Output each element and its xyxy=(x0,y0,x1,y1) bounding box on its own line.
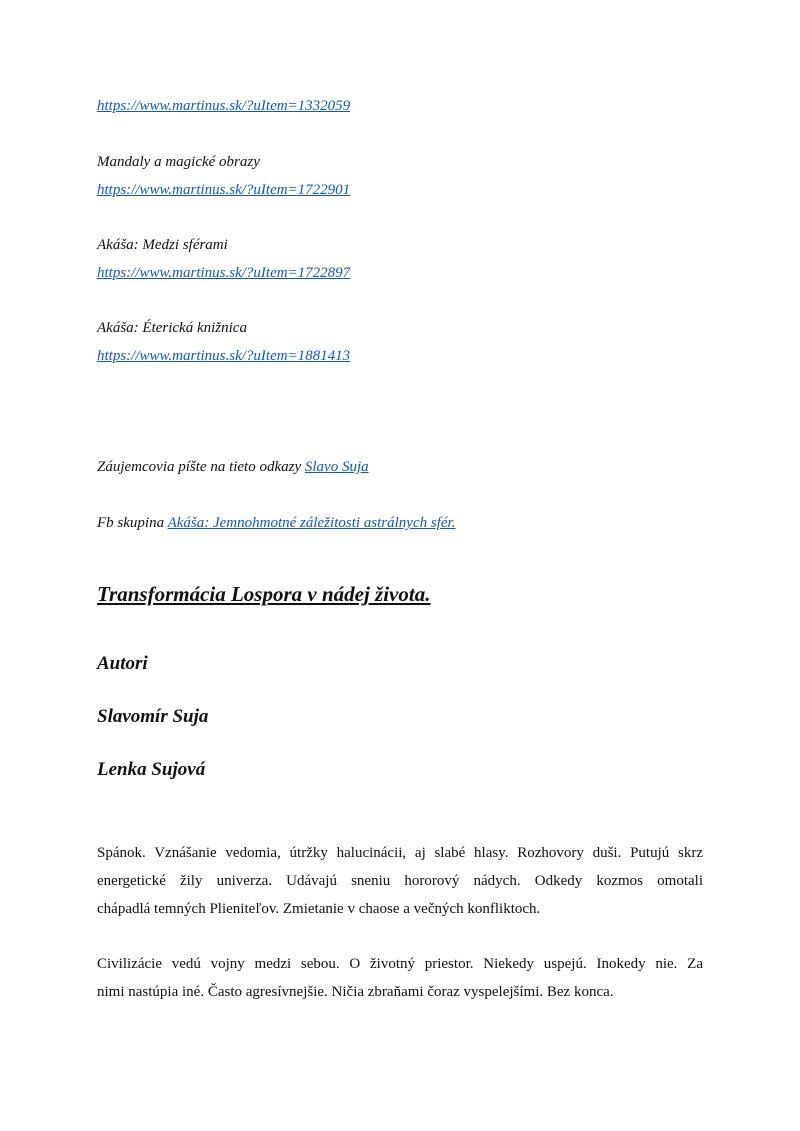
book-title-4: Akáša: Éterická knižnica xyxy=(97,320,247,336)
contact-text: Záujemcovia píšte na tieto odkazy xyxy=(97,459,305,475)
book-link-4[interactable]: https://www.martinus.sk/?uItem=1881413 xyxy=(97,348,351,364)
link-entry-2 xyxy=(97,180,350,200)
paragraph-line: chápadlá temných Plieniteľov. Zmietanie v chaose a večných konfliktoch. xyxy=(97,901,541,917)
link-entry-4 xyxy=(97,346,350,366)
book-link-2[interactable]: https://www.martinus.sk/?uItem=1722901 xyxy=(97,182,351,198)
book-title-3: Akáša: Medzi sférami xyxy=(97,237,228,253)
link-entry-1 xyxy=(97,96,350,116)
book-title-2: Mandaly a magické obrazy xyxy=(97,154,260,170)
fb-group-line xyxy=(97,513,455,533)
author-name-2: Lenka Sujová xyxy=(97,759,206,780)
paragraph-line: Civilizácie vedú vojny medzi sebou. O životný priestor. Niekedy uspejú. Inokedy nie. Za xyxy=(97,956,703,972)
author-name-1: Slavomír Suja xyxy=(97,706,209,727)
fb-group-link[interactable]: Akáša: Jemnohmotné záležitosti astrálnych sfér. xyxy=(167,515,456,531)
paragraph-line: nimi nastúpia iné. Často agresívnejšie. Ničia zbraňami čoraz vyspelejšími. Bez konca. xyxy=(97,984,614,1000)
book-link-1[interactable]: https://www.martinus.sk/?uItem=1332059 xyxy=(97,98,351,114)
contact-line xyxy=(97,457,369,477)
link-entry-3 xyxy=(97,263,350,283)
story-title: Transformácia Lospora v nádej života. xyxy=(97,582,431,606)
story-paragraph-2 xyxy=(97,950,703,1006)
contact-link[interactable]: Slavo Suja xyxy=(304,459,369,475)
fb-group-text: Fb skupina xyxy=(97,515,168,531)
story-paragraph-1 xyxy=(97,839,703,923)
paragraph-line: Spánok. Vznášanie vedomia, útržky halucinácii, aj slabé hlasy. Rozhovory duši. Putujú skrz xyxy=(97,845,703,861)
paragraph-line: energetické žily univerza. Udávajú sneniu hororový nádych. Odkedy kozmos omotali xyxy=(97,873,703,889)
book-link-3[interactable]: https://www.martinus.sk/?uItem=1722897 xyxy=(97,265,351,281)
authors-heading: Autori xyxy=(97,653,148,674)
